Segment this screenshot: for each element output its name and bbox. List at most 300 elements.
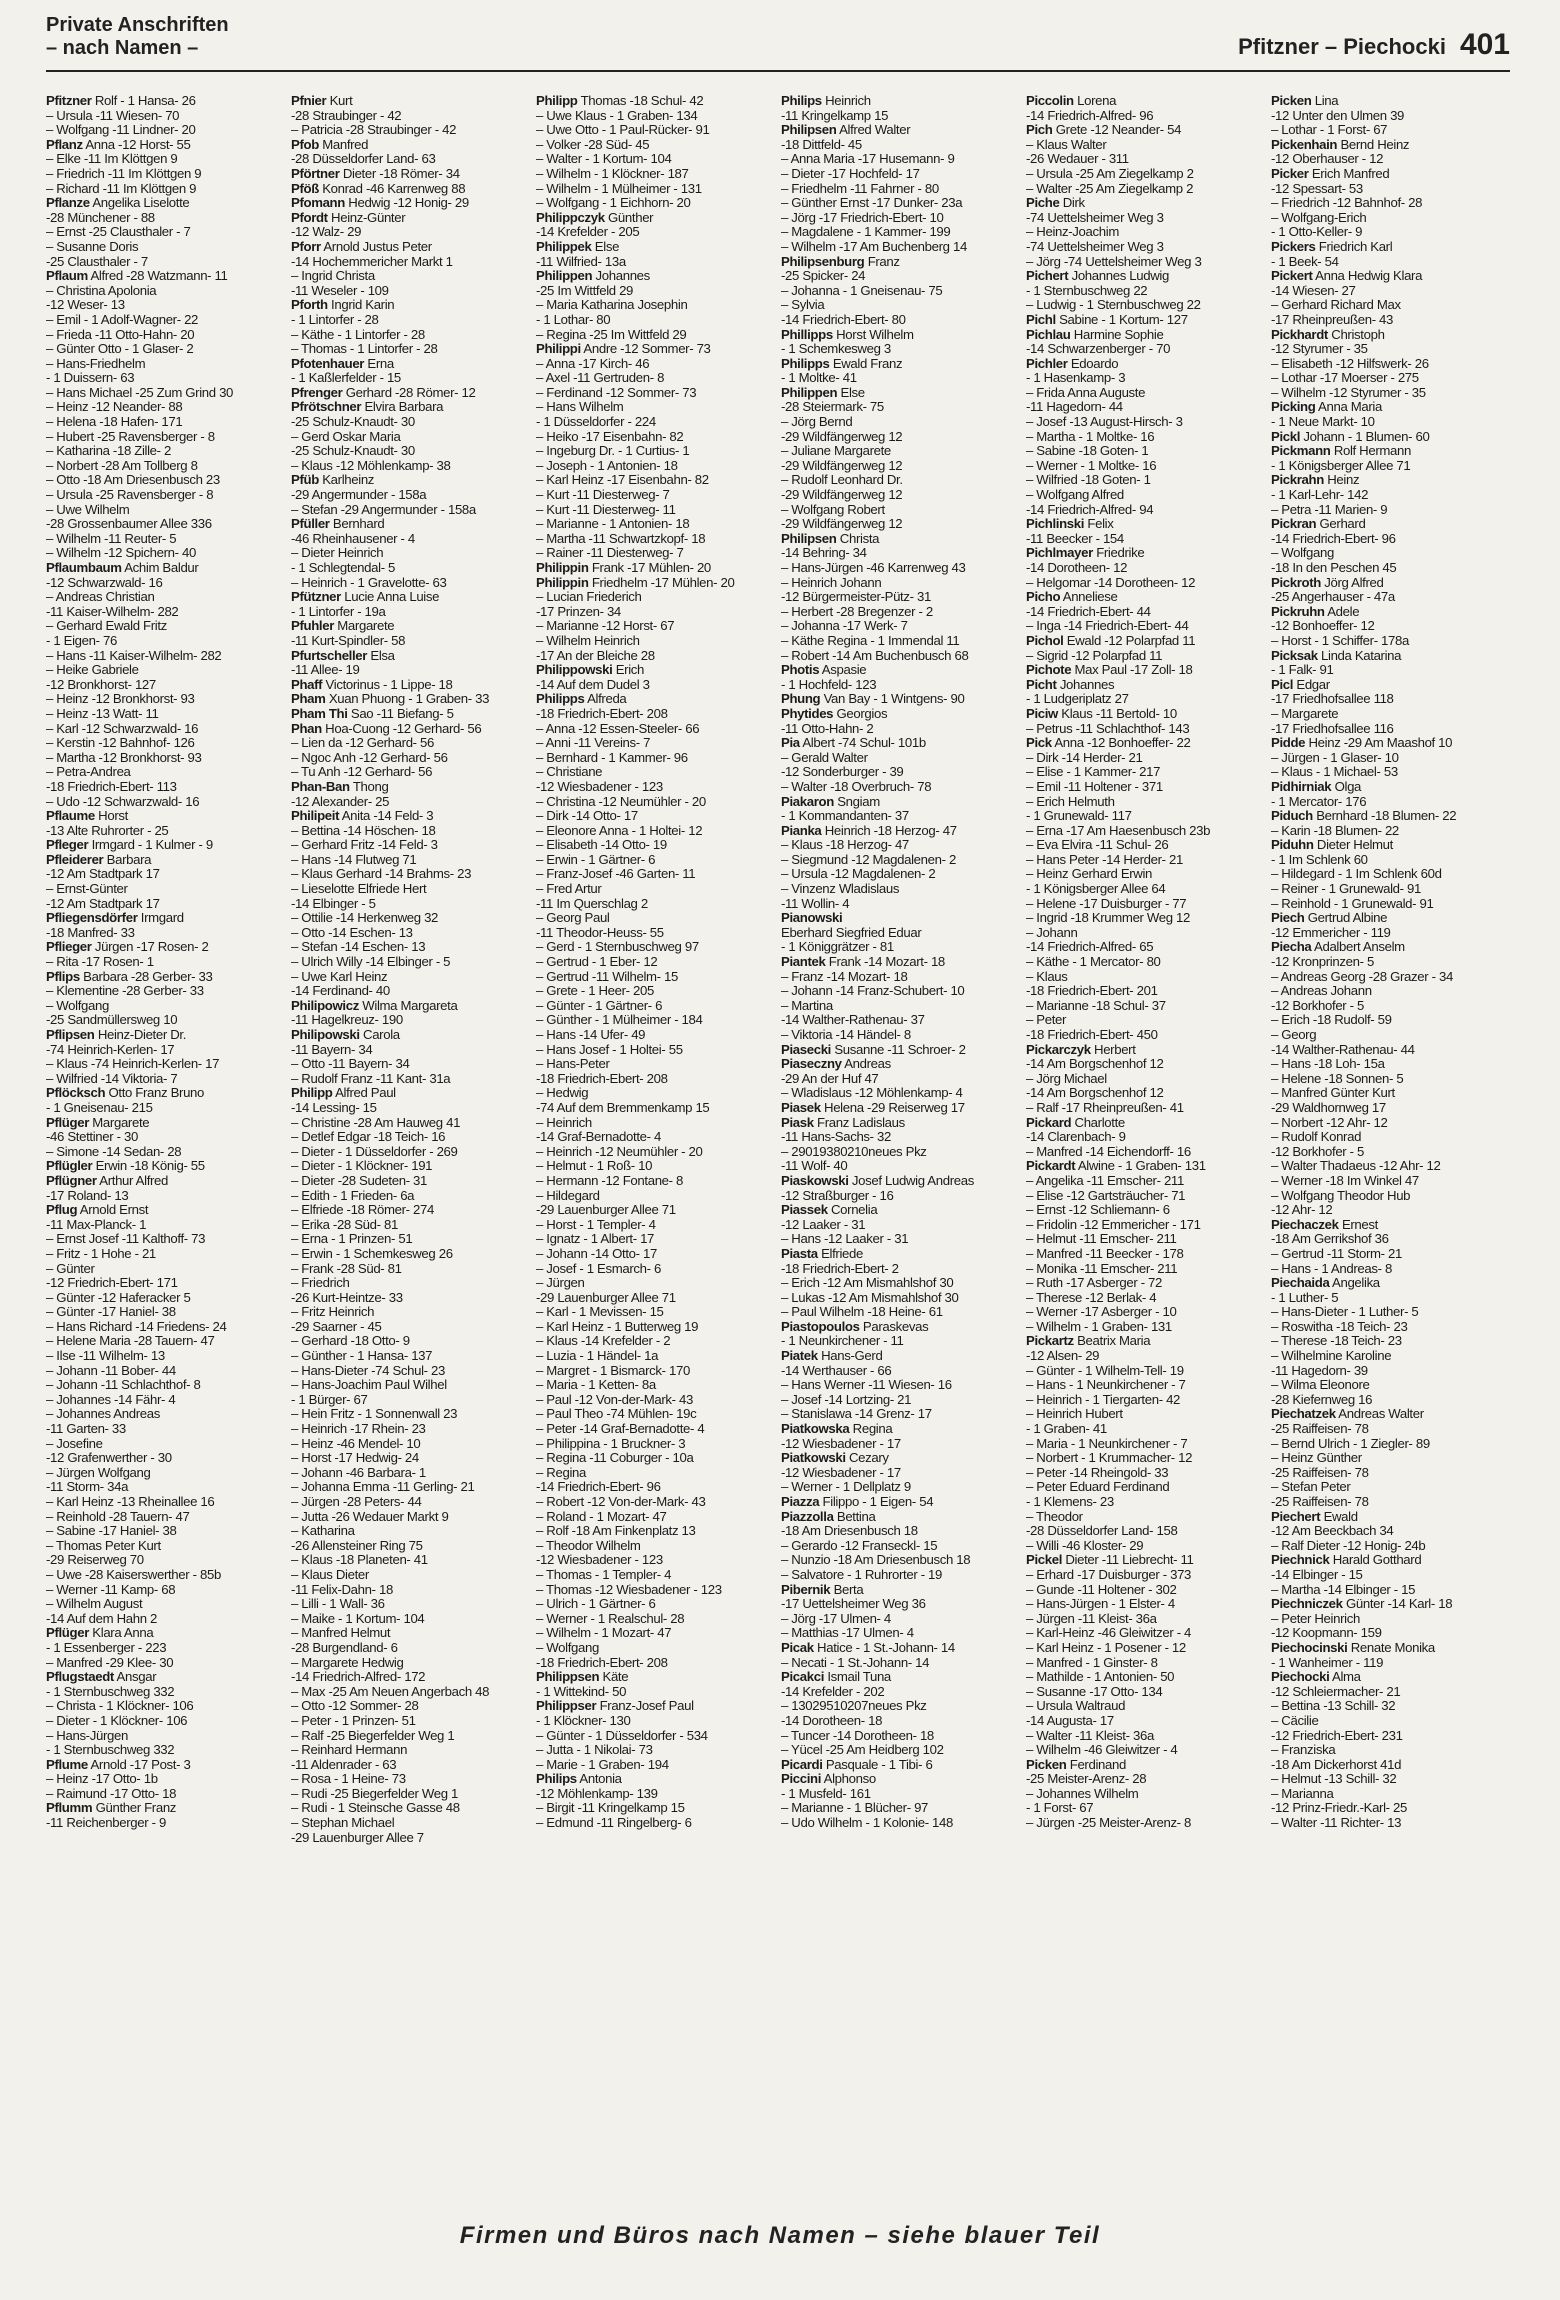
- directory-entry: – Erika -28 Süd- 81: [291, 1217, 398, 1232]
- directory-entry: - 1 Königsberger Allee 71: [1271, 458, 1411, 473]
- directory-entry: – Wilhelm -17 Am Buchenberg 14: [781, 239, 967, 254]
- directory-entry: -14 Auf dem Hahn 2: [46, 1611, 157, 1626]
- directory-entry: Piatek Hans-Gerd: [781, 1349, 883, 1364]
- directory-entry: – Ursula Waltraud: [1026, 1699, 1126, 1714]
- directory-entry: – Ludwig - 1 Sternbuschweg 22: [1026, 298, 1201, 313]
- directory-entry: – Heinz -12 Neander- 88: [46, 400, 183, 415]
- directory-entry: – Robert -14 Am Buchenbusch 68: [781, 648, 969, 663]
- directory-entry: – Ursula -11 Wiesen- 70: [46, 108, 180, 123]
- directory-entry: – Erich -18 Rudolf- 59: [1271, 1013, 1392, 1028]
- directory-entry: -26 Allensteiner Ring 75: [291, 1538, 423, 1553]
- directory-entry: – Rudi - 1 Steinsche Gasse 48: [291, 1801, 460, 1816]
- directory-entry: – Wilhelmine Karoline: [1271, 1349, 1392, 1364]
- directory-entry: – Elisabeth -12 Hilfswerk- 26: [1271, 356, 1429, 371]
- directory-entry: – Matthias -17 Ulmen- 4: [781, 1626, 914, 1641]
- directory-entry: – Helene -17 Duisburger - 77: [1026, 896, 1187, 911]
- directory-entry: – Bettina -14 Höschen- 18: [291, 823, 436, 838]
- directory-entry: – Luzia - 1 Händel- 1a: [536, 1349, 659, 1364]
- directory-entry: – Jürgen - 1 Glaser- 10: [1271, 750, 1399, 765]
- directory-entry: -14 Friedrich-Ebert- 44: [1026, 604, 1151, 619]
- directory-entry: – Franz -14 Mozart- 18: [781, 969, 908, 984]
- directory-entry: – Dieter - 1 Düsseldorfer - 269: [291, 1144, 458, 1159]
- directory-entry: – Peter -14 Rheingold- 33: [1026, 1465, 1169, 1480]
- directory-entry: – Rudolf Konrad: [1271, 1130, 1362, 1145]
- directory-entry: – Wladislaus -12 Möhlenkamp- 4: [781, 1086, 963, 1101]
- directory-column-2: [291, 94, 533, 2212]
- directory-entry: -25 Schulz-Knaudt- 30: [291, 444, 415, 459]
- directory-entry: – Manfred -14 Eichendorff- 16: [1026, 1144, 1191, 1159]
- directory-entry: Pidde Heinz -29 Am Maashof 10: [1271, 736, 1453, 751]
- directory-entry: Pickard Charlotte: [1026, 1115, 1125, 1130]
- directory-entry: – Manfred -29 Klee- 30: [46, 1655, 174, 1670]
- directory-entry: Pfrenger Gerhard -28 Römer- 12: [291, 385, 476, 400]
- directory-entry: – Klaus -12 Möhlenkamp- 38: [291, 458, 451, 473]
- directory-entry: -11 Hagelkreuz- 190: [291, 1013, 403, 1028]
- directory-entry: -12 Bürgermeister-Pütz- 31: [781, 590, 931, 605]
- directory-entry: -29 Wildfängerweg 12: [781, 429, 903, 444]
- directory-entry: – Klaus -18 Herzog- 47: [781, 838, 909, 853]
- directory-entry: – Heinrich Johann: [781, 575, 882, 590]
- directory-entry: – Werner - 1 Realschul- 28: [536, 1611, 685, 1626]
- directory-entry: – Günter - 1 Gärtner- 6: [536, 998, 663, 1013]
- directory-entry: – Ralf Dieter -12 Honig- 24b: [1271, 1538, 1426, 1553]
- directory-entry: – Wilfried -14 Viktoria- 7: [46, 1071, 178, 1086]
- directory-entry: – Klaus Dieter: [291, 1567, 369, 1582]
- directory-entry: – Ernst Josef -11 Kalthoff- 73: [46, 1232, 206, 1247]
- directory-entry: – Edmund -11 Ringelberg- 6: [536, 1816, 692, 1831]
- directory-entry: – Theodor: [1026, 1509, 1083, 1524]
- directory-entry: – Klaus Gerhard -14 Brahms- 23: [291, 867, 472, 882]
- directory-entry: -17 Uettelsheimer Weg 36: [781, 1597, 926, 1612]
- directory-entry: Pfotenhauer Erna: [291, 356, 394, 371]
- directory-entry: – Hans - 1 Neunkirchener - 7: [1026, 1378, 1186, 1393]
- directory-columns: [46, 94, 1516, 2212]
- directory-entry: – Ursula -25 Am Ziegelkamp 2: [1026, 166, 1194, 181]
- directory-entry: -12 Oberhauser - 12: [1271, 152, 1384, 167]
- directory-entry: -14 Dorotheen- 18: [781, 1713, 883, 1728]
- directory-entry: – Gertrud -11 Wilhelm- 15: [536, 969, 678, 984]
- directory-entry: Pickran Gerhard: [1271, 517, 1366, 532]
- directory-entry: Pflips Barbara -28 Gerber- 33: [46, 969, 213, 984]
- name-range: Pfitzner – Piechocki: [1238, 34, 1446, 59]
- directory-entry: Pflumm Günther Franz: [46, 1801, 177, 1816]
- directory-entry: – Gerhard -18 Otto- 9: [291, 1334, 410, 1349]
- directory-entry: Philips Antonia: [536, 1772, 622, 1787]
- directory-entry: – Werner -11 Kamp- 68: [46, 1582, 176, 1597]
- directory-entry: Pickenhain Bernd Heinz: [1271, 137, 1410, 152]
- directory-entry: – Heinz Gerhard Erwin: [1026, 867, 1153, 882]
- directory-entry: Pham Xuan Phuong - 1 Graben- 33: [291, 692, 490, 707]
- directory-entry: - 1 Düsseldorfer - 224: [536, 415, 656, 430]
- directory-entry: -74 Auf dem Bremmenkamp 15: [536, 1100, 710, 1115]
- directory-entry: – Frank -28 Süd- 81: [291, 1261, 402, 1276]
- directory-entry: – Marianne -18 Schul- 37: [1026, 998, 1166, 1013]
- directory-entry: – Tuncer -14 Dorotheen- 18: [781, 1728, 934, 1743]
- directory-entry: -29 An der Huf 47: [781, 1071, 879, 1086]
- directory-entry: Piccini Alphonso: [781, 1772, 876, 1787]
- directory-entry: – Richard -11 Im Klöttgen 9: [46, 181, 197, 196]
- directory-entry: -12 Friedrich-Ebert- 231: [1271, 1728, 1403, 1743]
- directory-entry: -11 Garten- 33: [46, 1422, 126, 1437]
- directory-entry: – Wolfgang Robert: [781, 502, 885, 517]
- directory-entry: -28 Burgendland- 6: [291, 1640, 398, 1655]
- directory-entry: – Ottilie -14 Herkenweg 32: [291, 911, 439, 926]
- directory-entry: Piaskowski Josef Ludwig Andreas: [781, 1173, 974, 1188]
- directory-entry: – Wolfgang: [536, 1640, 599, 1655]
- directory-entry: Pichlmayer Friedrike: [1026, 546, 1145, 561]
- page-header: [46, 14, 1510, 72]
- directory-entry: Pforr Arnold Justus Peter: [291, 239, 432, 254]
- directory-entry: – Hans Werner -11 Wiesen- 16: [781, 1378, 952, 1393]
- directory-entry: – Paul Theo -74 Mühlen- 19c: [536, 1407, 697, 1422]
- directory-entry: Pfuhler Margarete: [291, 619, 395, 634]
- directory-entry: – Siegmund -12 Magdalenen- 2: [781, 852, 956, 867]
- directory-entry: -14 Friedrich-Alfred- 65: [1026, 940, 1154, 955]
- directory-entry: – Helgomar -14 Dorotheen- 12: [1026, 575, 1196, 590]
- directory-entry: – Wilhelm -11 Reuter- 5: [46, 531, 177, 546]
- directory-entry: – Heinrich Hubert: [1026, 1407, 1123, 1422]
- directory-entry: – Hans-Jürgen: [46, 1728, 128, 1743]
- directory-entry: – Heinz -46 Mendel- 10: [291, 1436, 421, 1451]
- directory-entry: -12 Walz- 29: [291, 225, 362, 240]
- directory-entry: Piduch Bernhard -18 Blumen- 22: [1271, 809, 1457, 824]
- directory-entry: – Gerd Oskar Maria: [291, 429, 401, 444]
- directory-entry: – Hildegard - 1 Im Schlenk 60d: [1271, 867, 1442, 882]
- directory-entry: Pick Anna -12 Bonhoeffer- 22: [1026, 736, 1191, 751]
- directory-entry: -14 Ferdinand- 40: [291, 984, 390, 999]
- directory-entry: – Margarete Hedwig: [291, 1655, 404, 1670]
- directory-entry: Philipowski Carola: [291, 1028, 400, 1042]
- directory-entry: -12 Möhlenkamp- 139: [536, 1786, 658, 1801]
- directory-entry: -14 Behring- 34: [781, 546, 867, 561]
- directory-entry: – Viktoria -14 Händel- 8: [781, 1028, 911, 1042]
- directory-entry: – Ingeburg Dr. - 1 Curtius- 1: [536, 444, 690, 459]
- directory-entry: – Ruth -17 Asberger - 72: [1026, 1276, 1163, 1291]
- directory-entry: Pflügler Erwin -18 König- 55: [46, 1159, 205, 1174]
- directory-entry: – Max -25 Am Neuen Angerbach 48: [291, 1684, 490, 1699]
- directory-entry: – Marianna: [1271, 1786, 1334, 1801]
- directory-entry: – Marie - 1 Graben- 194: [536, 1757, 669, 1772]
- directory-entry: -12 Emmericher - 119: [1271, 925, 1391, 940]
- directory-entry: - 1 Lothar- 80: [536, 312, 611, 327]
- directory-entry: Photis Aspasie: [781, 663, 867, 678]
- directory-entry: Pickhardt Christoph: [1271, 327, 1385, 342]
- directory-entry: -17 Friedhofsallee 118: [1271, 692, 1394, 707]
- directory-entry: - 1 Königgrätzer - 81: [781, 940, 894, 955]
- directory-entry: – Jürgen -28 Peters- 44: [291, 1495, 422, 1509]
- directory-entry: – Juliane Margarete: [781, 444, 891, 459]
- directory-entry: -14 Friedrich-Alfred- 96: [1026, 108, 1154, 123]
- directory-entry: -11 Felix-Dahn- 18: [291, 1582, 393, 1597]
- directory-entry: – Marianne -12 Horst- 67: [536, 619, 675, 634]
- directory-entry: – Mathilde - 1 Antonien- 50: [1026, 1670, 1175, 1685]
- directory-entry: – Günther Ernst -17 Dunker- 23a: [781, 196, 963, 211]
- directory-entry: Pförtner Dieter -18 Römer- 34: [291, 166, 460, 181]
- directory-entry: – Maria Katharina Josephin: [536, 298, 688, 313]
- directory-entry: -12 Borkhofer - 5: [1271, 998, 1365, 1013]
- directory-entry: Pfüller Bernhard: [291, 517, 385, 532]
- directory-entry: – Dieter -28 Sudeten- 31: [291, 1173, 428, 1188]
- directory-entry: Phaff Victorinus - 1 Lippe- 18: [291, 677, 453, 692]
- directory-entry: – Kurt -11 Diesterweg- 11: [536, 502, 676, 517]
- directory-entry: – Lucian Friederich: [536, 590, 642, 605]
- directory-entry: – Erna -17 Am Haesenbusch 23b: [1026, 823, 1211, 838]
- directory-entry: -25 Angerhauser - 47a: [1271, 590, 1395, 605]
- directory-entry: – Hans -11 Kaiser-Wilhelm- 282: [46, 648, 222, 663]
- directory-entry: Phan-Ban Thong: [291, 779, 389, 794]
- directory-entry: – Wilhelm - 1 Mülheimer - 131: [536, 181, 702, 196]
- directory-entry: Philipp Alfred Paul: [291, 1086, 396, 1101]
- directory-entry: -11 Weseler - 109: [291, 283, 389, 298]
- directory-entry: Pham Thi Sao -11 Biefang- 5: [291, 706, 454, 721]
- directory-entry: – Manfred Helmut: [291, 1626, 391, 1641]
- directory-entry: -28 Grossenbaumer Allee 336: [46, 517, 212, 532]
- directory-entry: – Erich Helmuth: [1026, 794, 1115, 809]
- directory-entry: – Heinrich -17 Rhein- 23: [291, 1422, 426, 1437]
- directory-entry: – Fridolin -12 Emmericher - 171: [1026, 1217, 1201, 1232]
- directory-entry: -14 Friedrich-Alfred- 94: [1026, 502, 1154, 517]
- directory-entry: – Sigrid -12 Polarpfad 11: [1026, 648, 1163, 663]
- directory-entry: – Wolfgang: [46, 998, 109, 1013]
- directory-entry: – Heike Gabriele: [46, 663, 139, 678]
- directory-entry: -29 Waldhornweg 17: [1271, 1100, 1386, 1115]
- directory-entry: Pichert Johannes Ludwig: [1026, 269, 1169, 284]
- directory-entry: – Thomas - 1 Lintorfer - 28: [291, 342, 438, 357]
- directory-entry: -14 Friedrich-Alfred- 172: [291, 1670, 426, 1685]
- directory-entry: – Maike - 1 Kortum- 104: [291, 1611, 425, 1626]
- directory-entry: – Ilse -11 Wilhelm- 13: [46, 1349, 165, 1364]
- directory-entry: -14 Clarenbach- 9: [1026, 1130, 1126, 1145]
- directory-entry: – Petrus -11 Schlachthof- 143: [1026, 721, 1190, 736]
- directory-entry: – Heinrich - 1 Gravelotte- 63: [291, 575, 447, 590]
- directory-entry: – Hans -18 Loh- 15a: [1271, 1057, 1385, 1072]
- directory-entry: -14 Friedrich-Ebert- 96: [1271, 531, 1396, 546]
- directory-entry: – Klaus Walter: [1026, 137, 1107, 152]
- directory-entry: -18 Friedrich-Ebert- 201: [1026, 984, 1158, 999]
- directory-entry: Pflanze Angelika Liselotte: [46, 196, 190, 211]
- directory-entry: – Günter - 1 Düsseldorfer - 534: [536, 1728, 708, 1743]
- directory-entry: – Eleonore Anna - 1 Holtei- 12: [536, 823, 703, 838]
- directory-entry: Pflügner Arthur Alfred: [46, 1173, 169, 1188]
- directory-entry: Pickert Anna Hedwig Klara: [1271, 269, 1423, 284]
- directory-entry: – Walter Thadaeus -12 Ahr- 12: [1271, 1159, 1441, 1174]
- directory-entry: Pflanz Anna -12 Horst- 55: [46, 137, 191, 152]
- directory-entry: – Wilma Eleonore: [1271, 1378, 1370, 1393]
- directory-entry: – Margarete: [1271, 706, 1339, 721]
- directory-entry: – Hermann -12 Fontane- 8: [536, 1173, 684, 1188]
- directory-entry: Picakci Ismail Tuna: [781, 1670, 891, 1685]
- directory-entry: – Josef -14 Lortzing- 21: [781, 1392, 912, 1407]
- directory-entry: – Günter Otto - 1 Glaser- 2: [46, 342, 194, 357]
- directory-entry: – Kurt -11 Diesterweg- 7: [536, 488, 670, 503]
- directory-entry: Eberhard Siegfried Eduar: [781, 925, 922, 940]
- directory-entry: Philippowski Erich: [536, 663, 645, 678]
- directory-entry: – Günter: [46, 1261, 95, 1276]
- directory-entry: Piccolin Lorena: [1026, 94, 1117, 108]
- directory-entry: – Martha - 1 Moltke- 16: [1026, 429, 1155, 444]
- directory-entry: -18 Manfred- 33: [46, 925, 135, 940]
- directory-entry: -14 Friedrich-Ebert- 80: [781, 312, 906, 327]
- directory-entry: -74 Uettelsheimer Weg 3: [1026, 239, 1164, 254]
- directory-entry: Philippser Franz-Josef Paul: [536, 1699, 694, 1714]
- directory-entry: Piechocki Alma: [1271, 1670, 1361, 1685]
- directory-entry: Phan Hoa-Cuong -12 Gerhard- 56: [291, 721, 482, 736]
- directory-entry: - 1 Sternbuschweg 22: [1026, 283, 1148, 298]
- directory-entry: – Horst - 1 Templer- 4: [536, 1217, 656, 1232]
- directory-entry: – Katharina -18 Zille- 2: [46, 444, 172, 459]
- directory-entry: Picho Anneliese: [1026, 590, 1118, 605]
- directory-entry: – Elise - 1 Kammer- 217: [1026, 765, 1161, 780]
- directory-entry: – Klaus -14 Krefelder - 2: [536, 1334, 671, 1349]
- directory-entry: – Ernst -12 Schliemann- 6: [1026, 1203, 1170, 1218]
- directory-entry: -12 Spessart- 53: [1271, 181, 1363, 196]
- directory-entry: – Elfriede -18 Römer- 274: [291, 1203, 434, 1218]
- directory-entry: Picak Hatice - 1 St.-Johann- 14: [781, 1640, 955, 1655]
- directory-entry: -25 Raiffeisen- 78: [1271, 1495, 1369, 1509]
- directory-entry: – Georg Paul: [536, 911, 610, 926]
- directory-entry: -14 Wiesen- 27: [1271, 283, 1356, 298]
- directory-entry: Pich Grete -12 Neander- 54: [1026, 123, 1182, 138]
- directory-entry: -14 Walther-Rathenau- 37: [781, 1013, 925, 1028]
- directory-entry: – Manfred -11 Beecker - 178: [1026, 1246, 1184, 1261]
- directory-entry: – Raimund -17 Otto- 18: [46, 1786, 177, 1801]
- directory-entry: -29 Lauenburger Allee 71: [536, 1203, 676, 1218]
- directory-entry: – Karl Heinz -17 Eisenbahn- 82: [536, 473, 709, 488]
- directory-entry: – Gerardo -12 Franseckl- 15: [781, 1538, 938, 1553]
- directory-entry: – Karl - 1 Mevissen- 15: [536, 1305, 664, 1320]
- directory-entry: -18 Am Driesenbusch 18: [781, 1524, 918, 1539]
- directory-entry: – Norbert -12 Ahr- 12: [1271, 1115, 1388, 1130]
- directory-entry: Piechert Ewald: [1271, 1509, 1358, 1524]
- directory-entry: Phung Van Bay - 1 Wintgens- 90: [781, 692, 965, 707]
- directory-entry: -12 Alsen- 29: [1026, 1349, 1100, 1364]
- directory-entry: – Marianne - 1 Antonien- 18: [536, 517, 690, 532]
- directory-entry: - 1 Otto-Keller- 9: [1271, 225, 1363, 240]
- directory-entry: -12 Bonhoeffer- 12: [1271, 619, 1375, 634]
- directory-entry: – Franz-Josef -46 Garten- 11: [536, 867, 696, 882]
- directory-entry: -11 Beecker - 154: [1026, 531, 1124, 546]
- directory-entry: -12 Schleiermacher- 21: [1271, 1684, 1401, 1699]
- directory-entry: – Roland - 1 Mozart- 47: [536, 1509, 667, 1524]
- directory-entry: – Fritz - 1 Hohe - 21: [46, 1246, 156, 1261]
- directory-entry: Piatkowski Cezary: [781, 1451, 889, 1466]
- directory-entry: Piassek Cornelia: [781, 1203, 878, 1218]
- directory-entry: Pickers Friedrich Karl: [1271, 239, 1393, 254]
- directory-entry: Picker Erich Manfred: [1271, 166, 1390, 181]
- directory-entry: – Petra -11 Marien- 9: [1271, 502, 1388, 517]
- directory-entry: - 1 Musfeld- 161: [781, 1786, 871, 1801]
- directory-entry: Philipowicz Wilma Margareta: [291, 998, 458, 1013]
- directory-entry: -14 Am Borgschenhof 12: [1026, 1057, 1164, 1072]
- directory-entry: – Lukas -12 Am Mismahlshof 30: [781, 1290, 959, 1305]
- directory-entry: – Stanislawa -14 Grenz- 17: [781, 1407, 932, 1422]
- directory-column-6: [1271, 94, 1513, 2212]
- directory-entry: – Lothar - 1 Forst- 67: [1271, 123, 1388, 138]
- directory-entry: -18 Friedrich-Ebert- 208: [536, 1071, 668, 1086]
- directory-entry: Piechaida Angelika: [1271, 1276, 1380, 1291]
- directory-entry: -11 Reichenberger - 9: [46, 1816, 166, 1831]
- directory-entry: -14 Friedrich-Ebert- 96: [536, 1480, 661, 1495]
- directory-entry: Pflaumbaum Achim Baldur: [46, 561, 199, 575]
- directory-entry: Pickmann Rolf Hermann: [1271, 444, 1411, 459]
- directory-entry: – Birgit -11 Kringelkamp 15: [536, 1801, 685, 1816]
- directory-entry: – Reinhold -28 Tauern- 47: [46, 1509, 190, 1524]
- directory-entry: – Regina -25 Im Wittfeld 29: [536, 327, 687, 342]
- directory-entry: -17 Prinzen- 34: [536, 604, 621, 619]
- directory-entry: – Bettina -13 Schill- 32: [1271, 1699, 1396, 1714]
- directory-entry: – Maria - 1 Neunkirchener - 7: [1026, 1436, 1188, 1451]
- directory-entry: – Franziska: [1271, 1743, 1336, 1758]
- directory-entry: Pfomann Hedwig -12 Honig- 29: [291, 196, 469, 211]
- directory-entry: Pickartz Beatrix Maria: [1026, 1334, 1151, 1349]
- directory-entry: – Heinz -17 Otto- 1b: [46, 1772, 158, 1787]
- directory-entry: – Martina: [781, 998, 833, 1013]
- directory-entry: Philips Heinrich: [781, 94, 871, 108]
- directory-entry: -12 Friedrich-Ebert- 171: [46, 1276, 178, 1291]
- directory-entry: Pfleiderer Barbara: [46, 852, 152, 867]
- directory-entry: – Margret - 1 Bismarck- 170: [536, 1363, 690, 1378]
- directory-entry: - 1 Kaßlerfelder - 15: [291, 371, 401, 386]
- directory-entry: - 1 Gneisenau- 215: [46, 1100, 153, 1115]
- directory-entry: – Günter -17 Haniel- 38: [46, 1305, 176, 1320]
- directory-entry: – Hans Richard -14 Friedens- 24: [46, 1319, 227, 1334]
- directory-entry: -12 Borkhofer - 5: [1271, 1144, 1365, 1159]
- directory-entry: – Grete - 1 Heer- 205: [536, 984, 654, 999]
- directory-entry: Piantek Frank -14 Mozart- 18: [781, 955, 945, 970]
- directory-entry: Pichote Max Paul -17 Zoll- 18: [1026, 663, 1193, 678]
- directory-entry: – Otto -11 Bayern- 34: [291, 1057, 410, 1072]
- directory-entry: -14 Werthauser - 66: [781, 1363, 892, 1378]
- directory-entry: Pfob Manfred: [291, 137, 369, 152]
- directory-entry: -18 Friedrich-Ebert- 113: [46, 779, 177, 794]
- directory-entry: – Gerhard Ewald Fritz: [46, 619, 167, 634]
- directory-entry: Phytides Georgios: [781, 706, 888, 721]
- directory-entry: – Elisabeth -14 Otto- 19: [536, 838, 667, 853]
- directory-entry: – Johann -46 Barbara- 1: [291, 1465, 426, 1480]
- directory-entry: Philipsen Christa: [781, 531, 880, 546]
- directory-entry: -29 Wildfängerweg 12: [781, 517, 903, 532]
- directory-entry: -29 Wildfängerweg 12: [781, 458, 903, 473]
- directory-entry: – Petra-Andrea: [46, 765, 131, 780]
- directory-entry: Piastopoulos Paraskevas: [781, 1319, 929, 1334]
- directory-entry: Piasecki Susanne -11 Schroer- 2: [781, 1042, 966, 1057]
- directory-entry: – Werner - 1 Dellplatz 9: [781, 1480, 911, 1495]
- directory-entry: -12 Koopmann- 159: [1271, 1626, 1382, 1641]
- directory-entry: – Dirk -14 Herder- 21: [1026, 750, 1143, 765]
- directory-entry: – Christina -12 Neumühler - 20: [536, 794, 706, 809]
- directory-entry: - 1 Schemkesweg 3: [781, 342, 891, 357]
- directory-entry: -26 Kurt-Heintze- 33: [291, 1290, 403, 1305]
- directory-entry: – Jörg -17 Ulmen- 4: [781, 1611, 891, 1626]
- directory-entry: – Jürgen Wolfgang: [46, 1465, 151, 1480]
- directory-entry: – Andreas Johann: [1271, 984, 1372, 999]
- directory-entry: - 1 Beek- 54: [1271, 254, 1339, 269]
- directory-entry: Piechocinski Renate Monika: [1271, 1640, 1435, 1655]
- directory-entry: -12 Wiesbadener - 123: [536, 779, 663, 794]
- directory-entry: – Karl Heinz - 1 Butterweg 19: [536, 1319, 699, 1334]
- directory-entry: – Hildegard: [536, 1188, 600, 1203]
- directory-entry: – Wolfgang-Erich: [1271, 210, 1367, 225]
- directory-entry: -14 Elbinger - 5: [291, 896, 376, 911]
- directory-entry: – Klaus: [1026, 969, 1068, 984]
- directory-entry: – Heinrich: [536, 1115, 592, 1130]
- directory-entry: - 1 Wanheimer - 119: [1271, 1655, 1384, 1670]
- directory-entry: – Wolfgang - 1 Eichhorn- 20: [536, 196, 691, 211]
- directory-entry: – Heinz-Joachim: [1026, 225, 1119, 240]
- directory-entry: - 1 Wittekind- 50: [536, 1684, 627, 1699]
- directory-entry: Piazza Filippo - 1 Eigen- 54: [781, 1495, 934, 1509]
- directory-entry: - 1 Falk- 91: [1271, 663, 1334, 678]
